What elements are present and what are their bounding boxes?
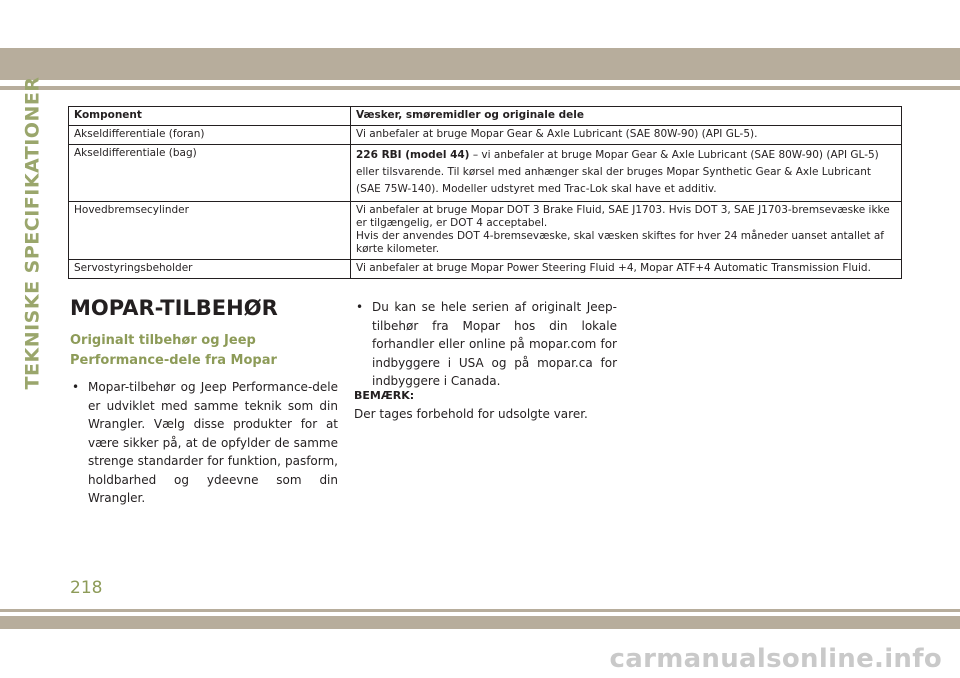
model-label: 226 RBI (model 44) [356, 149, 470, 161]
subsection-title: Originalt tilbehør og Jeep Performance-dele fra Mopar [70, 333, 277, 368]
table-cell-component: Akseldifferentiale (bag) [69, 145, 351, 202]
footer-band [0, 616, 960, 629]
table-row [69, 145, 902, 202]
footer-rule [0, 609, 960, 612]
table-header-row [69, 107, 902, 126]
table-row [69, 202, 902, 260]
table-cell-fluid: Vi anbefaler at bruge Mopar Gear & Axle Lubricant (SAE 80W-90) (API GL-5). [351, 126, 902, 145]
left-column-text [70, 378, 338, 508]
header-band [0, 48, 960, 80]
note-label: BEMÆRK: [354, 389, 415, 402]
fluids-table [68, 106, 902, 279]
table-header-fluids: Væsker, smøremidler og originale dele [351, 107, 902, 126]
fluid-text: Vi anbefaler at bruge Mopar DOT 3 Brake Fluid, SAE J1703. Hvis DOT 3, SAE J1703-bremsevæske ikke er tilgængelig, er DOT 4 acceptabel. [356, 204, 890, 229]
table-cell-fluid: Vi anbefaler at bruge Mopar Power Steering Fluid +4, Mopar ATF+4 Automatic Transmission Fluid. [351, 260, 902, 279]
fluid-text: – vi anbefaler at bruge Mopar Gear & Axle Lubricant (SAE 80W-90) (API GL-5) eller tilsvarende. Til kørsel med anhænger skal der bruges Mopar Synthetic Gear & Axle Lubricant (SAE 75W-140). Modeller udstyret med Trac-Lok skal have et additiv. [356, 149, 879, 195]
fluid-text-2: Hvis der anvendes DOT 4-bremsevæske, skal væsken skiftes for hver 24 måneder uanset antallet af kørte kilometer. [356, 230, 884, 255]
list-item [70, 378, 338, 508]
table-cell-fluid [351, 202, 902, 260]
table-row [69, 260, 902, 279]
bullet-text: Du kan se hele serien af originalt Jeep-tilbehør fra Mopar hos din lokale forhandler eller online på mopar.com for indbyggere i USA og på mopar.ca for indbyggere i Canada. [372, 300, 617, 388]
side-section-title [10, 76, 54, 390]
table-cell-fluid [351, 145, 902, 202]
table-row [69, 126, 902, 145]
header-rule [0, 86, 960, 90]
note-text: Der tages forbehold for udsolgte varer. [354, 407, 588, 421]
right-column-text [354, 298, 617, 391]
table-cell-component: Akseldifferentiale (foran) [69, 126, 351, 145]
table-cell-component: Hovedbremsecylinder [69, 202, 351, 260]
bullet-dot: • [356, 300, 364, 314]
page-number: 218 [70, 578, 103, 598]
bullet-text: Mopar-tilbehør og Jeep Performance-dele er udviklet med samme teknik som din Wrangler. Vælg disse produkter for at være sikker på, at de opfylder de samme strenge standarder for funktion, pasform, holdbarhed og ydeevne som din Wrangler. [88, 380, 338, 505]
list-item [354, 298, 617, 391]
bullet-dot: • [72, 380, 80, 394]
watermark-text: carmanualsonline.info [609, 644, 942, 674]
table-cell-component: Servostyringsbeholder [69, 260, 351, 279]
section-title: MOPAR-TILBEHØR [70, 296, 278, 320]
side-title-text: TEKNISKE SPECIFIKATIONER [21, 76, 43, 390]
table-header-component: Komponent [69, 107, 351, 126]
